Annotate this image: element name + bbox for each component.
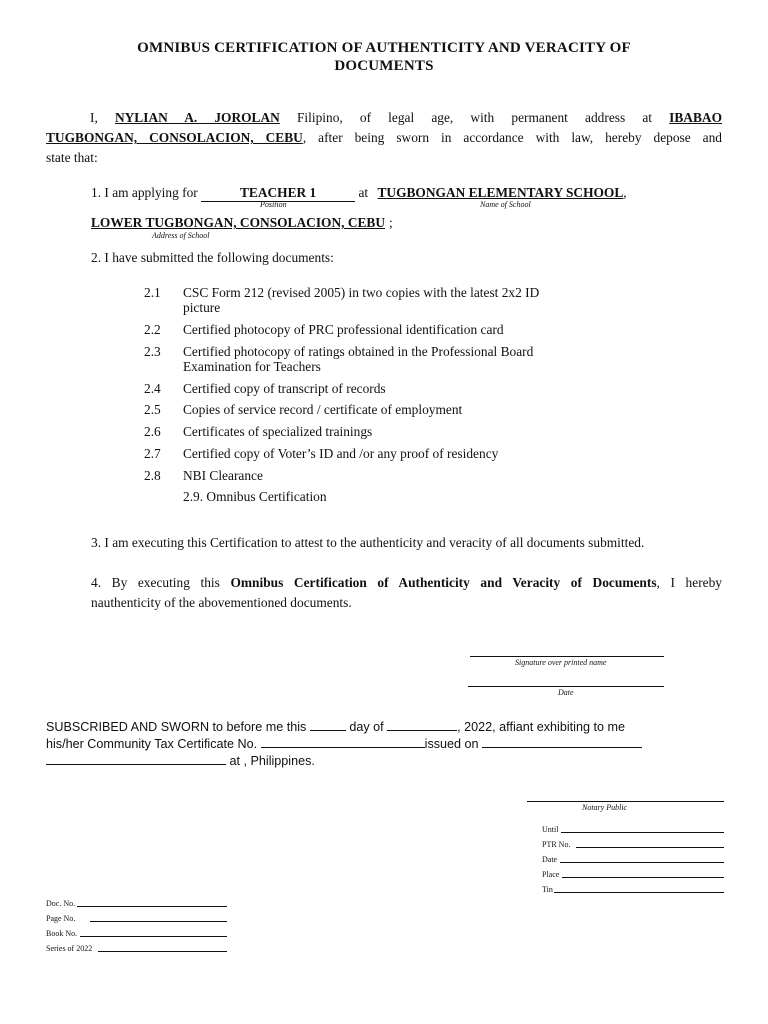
notary-line [527,801,724,802]
item4-tail: I hereby [670,575,722,590]
school-name: TUGBONGAN ELEMENTARY SCHOOL [377,185,624,200]
notary-until-line [561,832,724,833]
jurat-p5: issued on [424,737,479,751]
school-caption: Name of School [480,200,531,209]
address-part2: TUGBONGAN, CONSOLACION, CEBU [46,130,303,145]
item4-after: , [656,575,660,590]
series-label: Series of 2022 [46,944,93,953]
notary-place-label: Place [542,870,560,879]
item4-lead: 4. By executing this [91,575,220,590]
item1-semicolon: ; [389,215,393,230]
series-line [98,951,227,952]
doc-last: 2.9. Omnibus Certification [183,489,327,504]
intro-line3: state that: [46,150,98,165]
item1-line [91,185,627,202]
doc-text-7: Certified copy of Voter’s ID and /or any proof of residency [183,446,499,461]
intro-text1: Filipino, of legal age, with permanent address at [296,110,652,125]
notary-ptr-line [576,847,724,848]
doc-text-6: Certificates of specialized trainings [183,424,373,439]
item1-lead: 1. I am applying for [91,185,198,200]
address-caption: Address of School [152,231,210,240]
doc-text-2: Certified photocopy of PRC professional identification card [183,322,504,337]
doc-num-8: 2.8 [144,468,161,483]
doc-num-3: 2.3 [144,344,161,359]
intro-line2 [46,130,722,146]
jurat-p4: his/her Community Tax Certificate No. [46,737,258,751]
ctc-blank [261,736,425,748]
item3: 3. I am executing this Certification to attest to the authenticity and veracity of all documents submitted. [91,535,645,550]
position-caption: Position [260,200,287,209]
intro-text2: , after being sworn in accordance with law, hereby depose and [302,130,722,145]
date-caption: Date [558,688,574,697]
doc-text-3b: Examination for Teachers [183,359,321,374]
doc-num-1: 2.1 [144,285,161,300]
date-line [468,686,664,687]
document-title-line2: DOCUMENTS [334,58,434,74]
item2-lead: 2. I have submitted the following documents: [91,250,334,265]
signature-caption: Signature over printed name [515,658,607,667]
address-part1: IBABAO [669,110,722,125]
jurat-p3: , 2022, affiant exhibiting to me [457,720,625,734]
book-no-line [80,936,227,937]
doc-num-7: 2.7 [144,446,161,461]
notary-date-line [560,862,724,863]
notary-place-line [562,877,724,878]
doc-no-line [77,906,227,907]
jurat-p6: at , Philippines. [229,754,315,768]
doc-text-5: Copies of service record / certificate of employment [183,402,463,417]
intro-line1 [46,110,722,126]
jurat-line3 [46,753,315,768]
notary-caption: Notary Public [582,803,628,812]
jurat-line2 [46,736,642,751]
notary-tin-label: Tin [542,885,553,894]
doc-text-1: CSC Form 212 (revised 2005) in two copies with the latest 2x2 ID [183,285,540,300]
notary-tin-line [554,892,724,893]
affiant-name: NYLIAN A. JOROLAN [114,110,280,125]
doc-text-3: Certified photocopy of ratings obtained in the Professional Board [183,344,534,359]
notary-until-label: Until [542,825,559,834]
doc-text-1b: picture [183,300,221,315]
item1-comma: , [623,185,627,200]
doc-num-5: 2.5 [144,402,161,417]
doc-num-2: 2.2 [144,322,161,337]
intro-i: I, [90,110,98,125]
doc-text-8: NBI Clearance [183,468,263,483]
school-address-line [91,215,393,231]
page-no-line [90,921,227,922]
item4-line1 [91,575,722,591]
issued-place-blank [46,753,226,765]
item4-bold: Omnibus Certification of Authenticity and Veracity of Documents [230,575,657,590]
day-blank [310,719,346,731]
jurat-p1: SUBSCRIBED AND SWORN to before me this [46,720,307,734]
item1-at: at [358,185,369,200]
doc-text-4: Certified copy of transcript of records [183,381,386,396]
notary-date-label: Date [542,855,558,864]
page-no-label: Page No. [46,914,76,923]
issued-date-blank [482,736,642,748]
item4-line2: nauthenticity of the abovementioned documents. [91,595,352,610]
doc-num-4: 2.4 [144,381,161,396]
month-blank [387,719,457,731]
school-address: LOWER TUGBONGAN, CONSOLACION, CEBU [91,215,386,230]
document-title-line1: OMNIBUS CERTIFICATION OF AUTHENTICITY AND VERACITY OF [137,40,631,56]
position-value: TEACHER 1 [239,185,317,200]
book-no-label: Book No. [46,929,78,938]
notary-ptr-label: PTR No. [542,840,571,849]
doc-no-label: Doc. No. [46,899,76,908]
jurat-p2: day of [349,720,384,734]
jurat-line1 [46,719,625,734]
doc-num-6: 2.6 [144,424,161,439]
signature-line [470,656,664,657]
